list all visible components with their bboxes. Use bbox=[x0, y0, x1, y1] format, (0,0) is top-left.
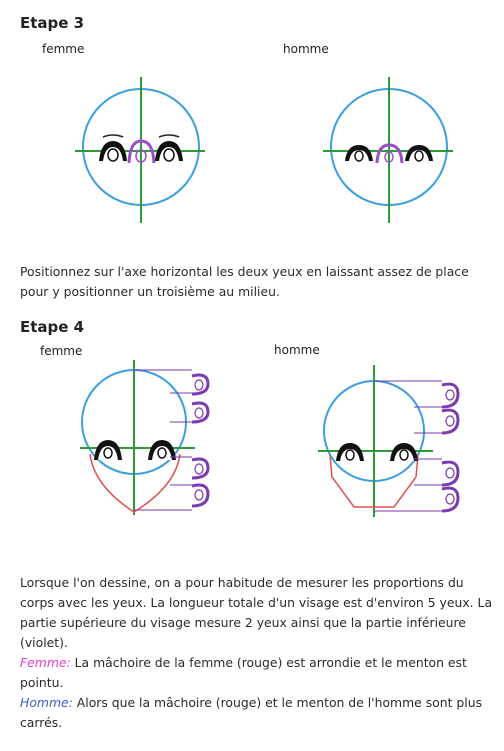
step4-label-female: femme bbox=[40, 344, 83, 358]
step4-female-note bbox=[20, 653, 496, 693]
female-text: La mâchoire de la femme (rouge) est arrondie et le menton est pointu. bbox=[20, 655, 467, 690]
left-eye-icon bbox=[345, 145, 373, 161]
step4-label-male: homme bbox=[274, 343, 320, 357]
male-label: Homme: bbox=[20, 695, 73, 710]
measure-eye-icon bbox=[442, 384, 458, 511]
measure-eye-icon bbox=[192, 375, 208, 506]
step4-paragraph: Lorsque l'on dessine, on a pour habitude de mesurer les proportions du corps avec les yeux. La longueur totale d'un visage est d'environ 5 yeux. La partie supérieure du visage mesure 2 yeux ainsi que la partie inférieure (violet). bbox=[20, 575, 493, 650]
step4-male-note bbox=[20, 693, 496, 733]
step3-female-head-drawing bbox=[75, 75, 210, 225]
step3-paragraph: Positionnez sur l'axe horizontal les deux yeux en laissant assez de place pour y positionner un troisième au milieu. bbox=[20, 264, 469, 299]
left-eye-icon bbox=[336, 443, 364, 461]
male-text: Alors que la mâchoire (rouge) et le menton de l'homme sont plus carrés. bbox=[20, 695, 483, 730]
left-eye-icon bbox=[99, 135, 127, 161]
right-eye-icon bbox=[155, 135, 183, 161]
step4-female-head-drawing bbox=[80, 360, 230, 520]
step4-title: Etape 4 bbox=[20, 318, 85, 336]
step3-label-male: homme bbox=[283, 42, 329, 56]
left-eye-icon bbox=[94, 440, 122, 460]
step3-title: Etape 3 bbox=[20, 14, 85, 32]
step4-male-head-drawing bbox=[318, 365, 478, 525]
right-eye-icon bbox=[405, 145, 433, 161]
step3-male-head-drawing bbox=[323, 75, 458, 225]
step3-label-female: femme bbox=[42, 42, 85, 56]
female-label: Femme: bbox=[20, 655, 71, 670]
right-eye-icon bbox=[390, 443, 418, 461]
